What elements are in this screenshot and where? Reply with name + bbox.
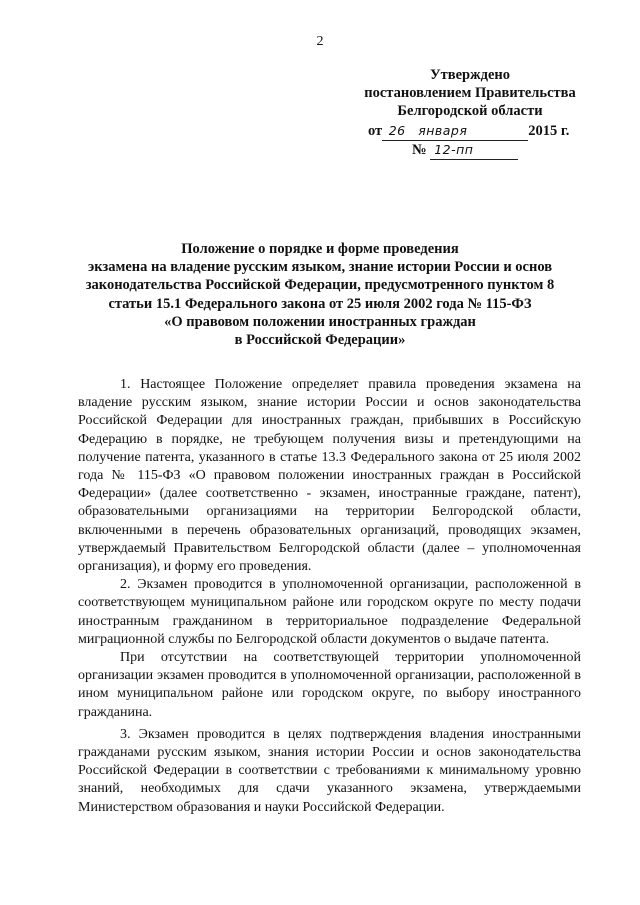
date-month: января <box>412 122 528 141</box>
document-title <box>70 240 570 349</box>
paragraph-1: 1. Настоящее Положение определяет правила проведения экзамена на владение русским языком, знание истории России и основ законодательства Российской Федерации для иностранных граждан, прибывших в Российскую Федерацию в порядке, не требующем получения визы и претендующими на получение патента, указанного в статье 13.3 Федерального закона от 25 июля 2002 года № 115-ФЗ «О правовом положении иностранных граждан в Российской Федерации» (далее соответственно - экзамен, иностранные граждане, патент), образовательными организациями на территории Белгородской области, включенными в перечень образовательных организаций, проводящих экзамен, утверждаемый Правительством Белгородской области (далее – уполномоченная организация), и форму его проведения. <box>78 377 581 575</box>
number-value: 12-пп <box>430 141 518 160</box>
title-line: экзамена на владение русским языком, знание истории России и основ <box>87 259 553 276</box>
number-prefix: № <box>412 142 427 158</box>
date-day: 26 <box>382 122 412 141</box>
page-number: 2 <box>316 34 324 49</box>
document-body <box>78 376 581 817</box>
paragraph-3: 3. Экзамен проводится в целях подтверждения владения иностранными гражданами русским языком, знания истории России и основ законодательства Российской Федерации в соответствии с требованиями к минимальному уровню знаний, необходимых для сдачи указанного экзамена, утверждаемыми Министерством образования и науки Российской Федерации. <box>78 726 581 815</box>
date-prefix: от <box>368 123 383 139</box>
approval-date-line <box>360 122 580 141</box>
approval-number-line <box>360 141 580 160</box>
approval-stamp-block <box>360 66 580 160</box>
title-line: в Российской Федерации» <box>234 332 406 349</box>
title-line: законодательства Российской Федерации, предусмотренного пунктом 8 <box>85 277 555 294</box>
approval-line-1: Утверждено <box>430 67 510 83</box>
approval-line-2: постановлением Правительства <box>364 85 576 101</box>
title-line: Положение о порядке и форме проведения <box>181 241 459 257</box>
title-line: статьи 15.1 Федерального закона от 25 июля 2002 года № 115-ФЗ <box>108 295 532 312</box>
date-year: 2015 г. <box>528 123 570 139</box>
title-line: «О правовом положении иностранных граждан <box>164 313 476 330</box>
paragraph-2-continued: При отсутствии на соответствующей территории уполномоченной организации экзамен проводится в уполномоченной организации, расположенной в ином муниципальном районе или городском округе, по выбору иностранного гражданина. <box>78 650 581 720</box>
paragraph-2: 2. Экзамен проводится в уполномоченной организации, расположенной в соответствующем муниципальном районе или городском округе по месту подачи иностранным гражданином в территориальное подразделение Федеральной миграционной службы по Белгородской области документов о выдаче патента. <box>78 577 581 647</box>
approval-line-3: Белгородской области <box>397 103 543 119</box>
